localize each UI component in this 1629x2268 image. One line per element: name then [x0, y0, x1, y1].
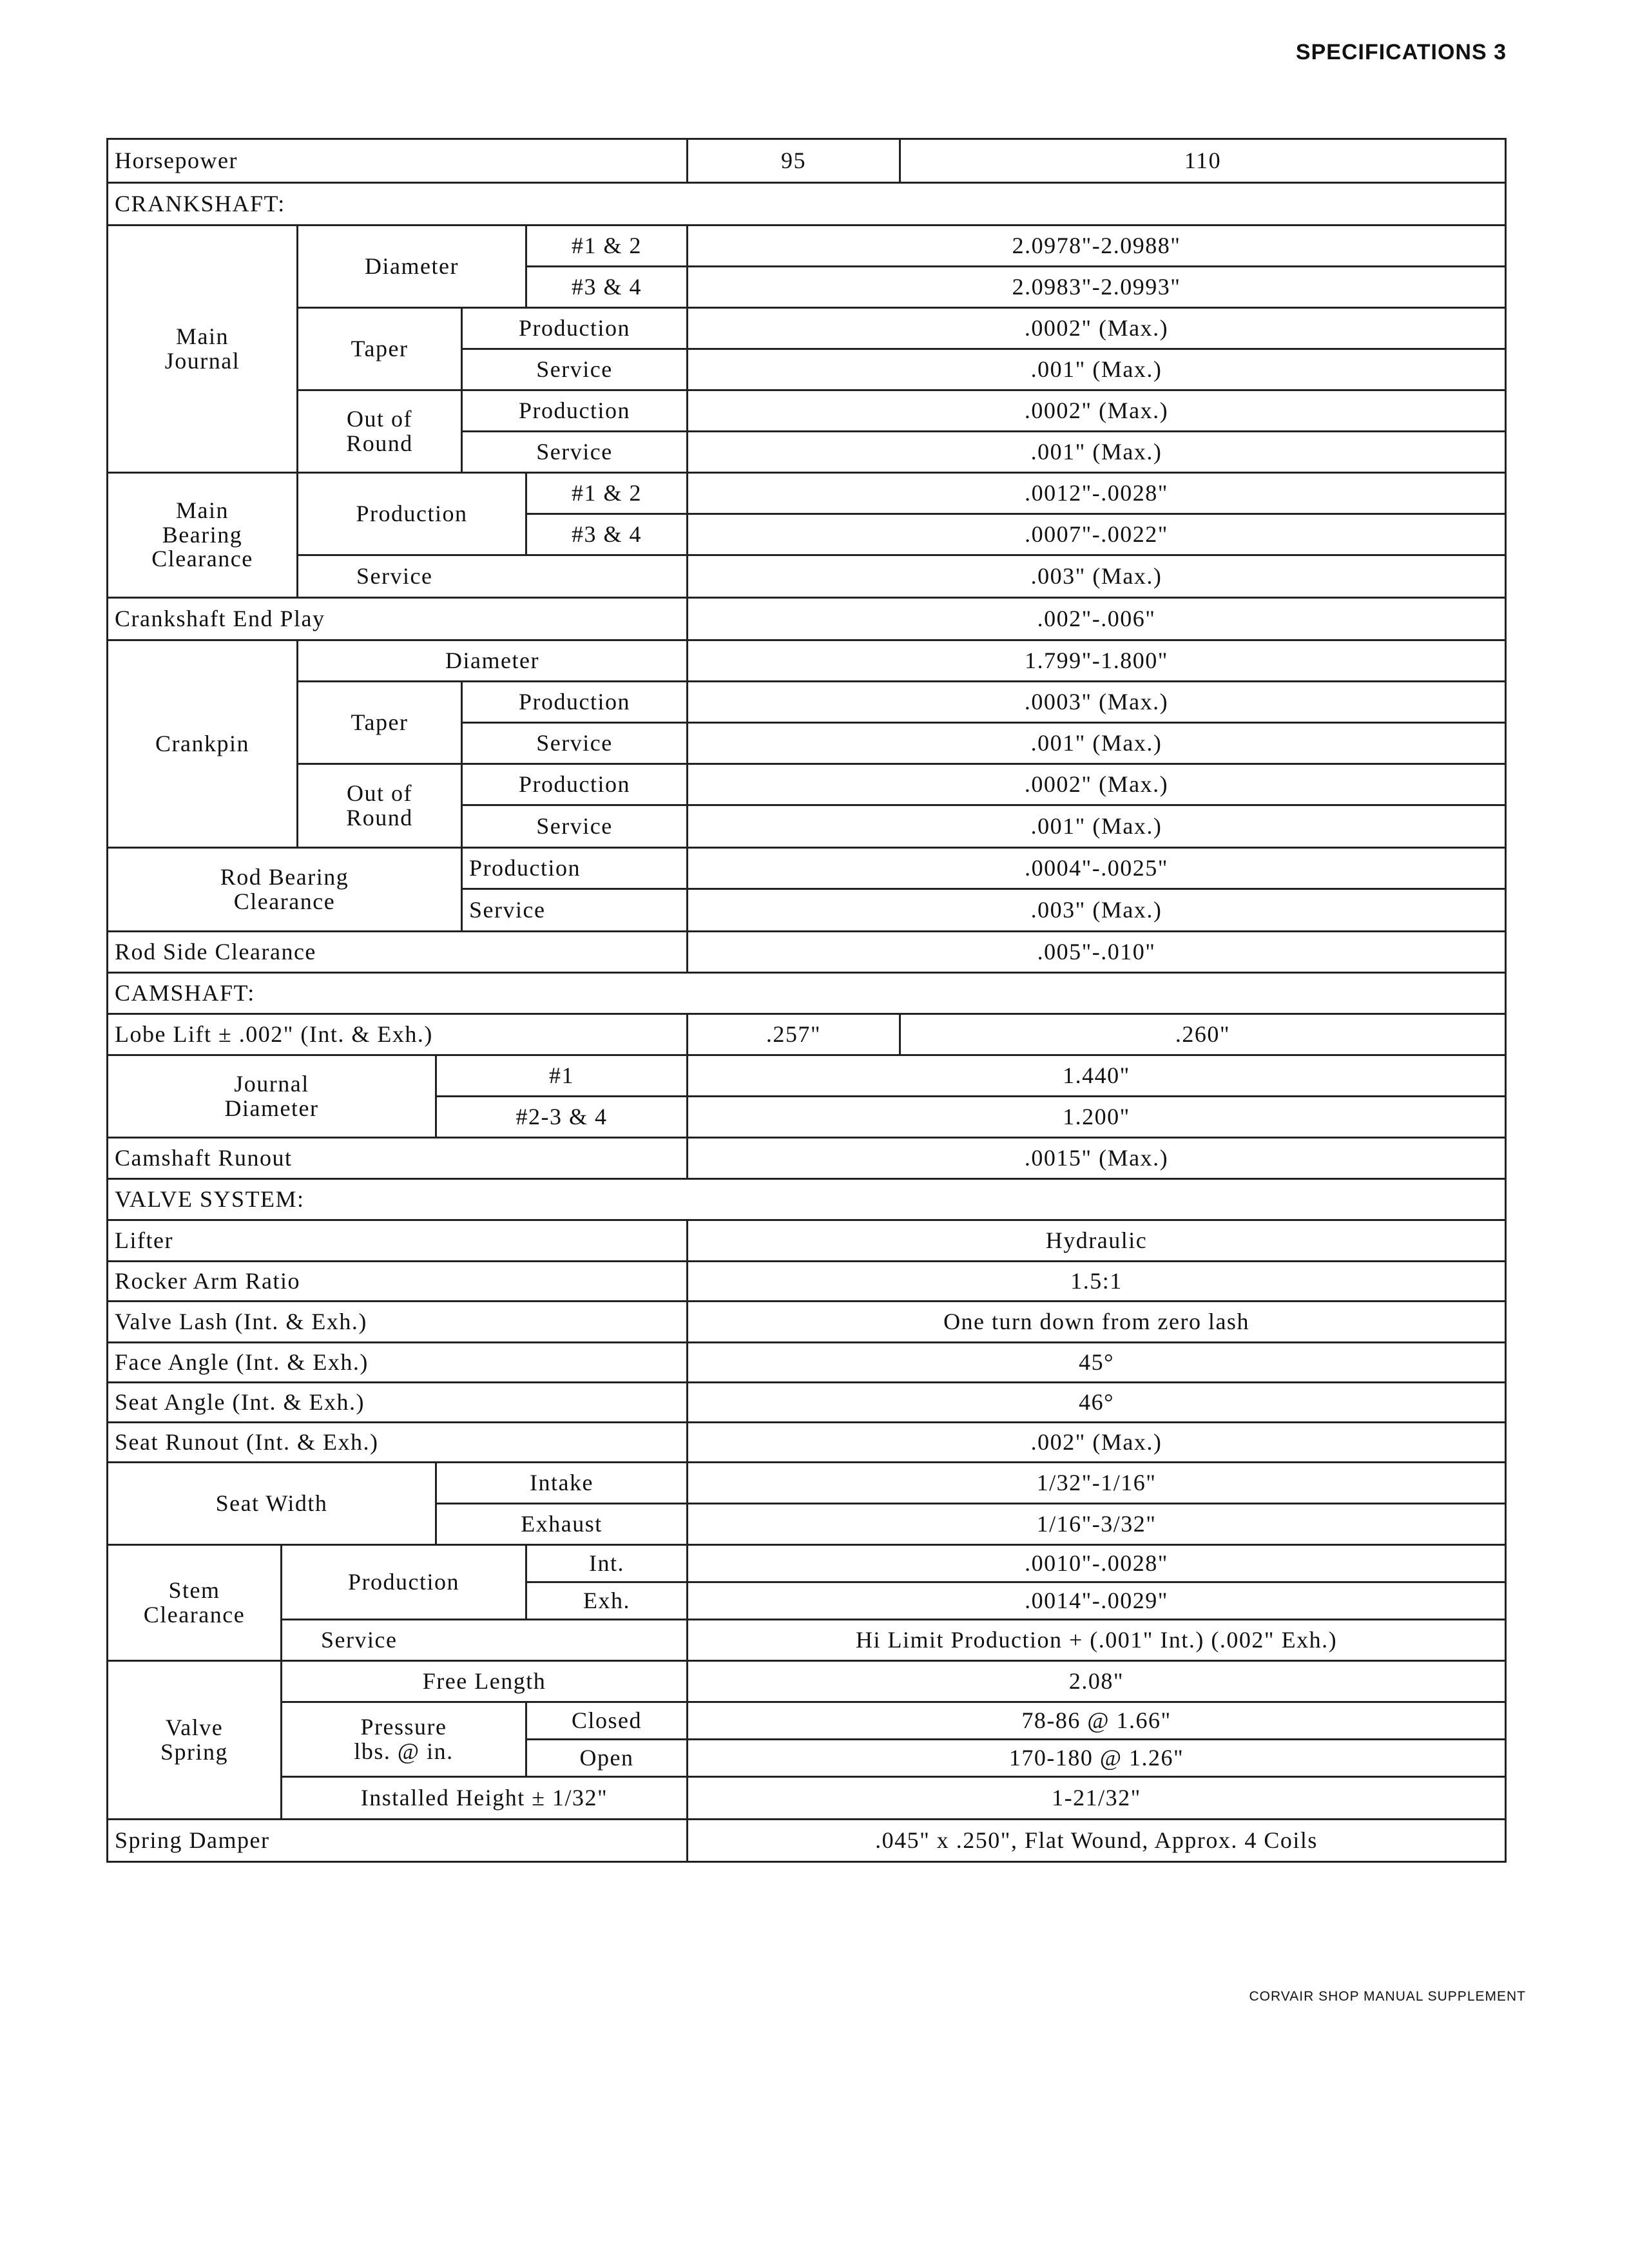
crankpin-oor-value-2: .001" (Max.) — [688, 805, 1506, 848]
spring-damper-value: .045" x .250", Flat Wound, Approx. 4 Coils — [688, 1820, 1506, 1862]
seat-width-sub-1: Intake — [436, 1463, 688, 1504]
crankpin-taper-sub-1: Production — [462, 682, 688, 723]
main-journal-taper-sub-2: Service — [462, 349, 688, 390]
crankpin-oor-value-1: .0002" (Max.) — [688, 764, 1506, 805]
rod-side-clearance-label: Rod Side Clearance — [108, 932, 688, 973]
table-row — [108, 1463, 1506, 1504]
installed-height-value: 1-21/32" — [688, 1777, 1506, 1820]
table-row — [108, 555, 1506, 598]
installed-height-label: Installed Height ± 1/32" — [282, 1777, 688, 1820]
journal-diameter-value-2: 1.200" — [688, 1097, 1506, 1138]
main-journal-diameter-sub-1: #1 & 2 — [526, 226, 688, 267]
page-footer: CORVAIR SHOP MANUAL SUPPLEMENT — [1249, 1989, 1526, 2004]
table-row — [108, 1220, 1506, 1262]
rod-bearing-clearance-label: Rod Bearing Clearance — [108, 848, 462, 932]
crankpin-taper-sub-2: Service — [462, 723, 688, 764]
end-play-value: .002"-.006" — [688, 598, 1506, 640]
table-row — [108, 1620, 1506, 1661]
main-journal-taper-value-2: .001" (Max.) — [688, 349, 1506, 390]
lifter-value: Hydraulic — [688, 1220, 1506, 1262]
free-length-value: 2.08" — [688, 1661, 1506, 1702]
main-bearing-sub-1: #1 & 2 — [526, 473, 688, 514]
horsepower-110: 110 — [900, 139, 1506, 183]
pressure-value-1: 78-86 @ 1.66" — [688, 1702, 1506, 1740]
main-journal-out-of-round-label: Out of Round — [298, 390, 462, 473]
stem-value-1: .0010"-.0028" — [688, 1545, 1506, 1582]
valve-system-heading: VALVE SYSTEM: — [108, 1179, 1506, 1220]
page-header: SPECIFICATIONS 3 — [1295, 40, 1507, 64]
table-row — [108, 1423, 1506, 1463]
horsepower-95: 95 — [688, 139, 900, 183]
journal-diameter-sub-1: #1 — [436, 1055, 688, 1097]
pressure-sub-2: Open — [526, 1740, 688, 1777]
valve-spring-label: Valve Spring — [108, 1661, 282, 1820]
main-journal-oor-sub-1: Production — [462, 390, 688, 432]
main-bearing-service-label: Service — [298, 555, 688, 598]
main-bearing-service-value: .003" (Max.) — [688, 555, 1506, 598]
face-angle-value: 45° — [688, 1343, 1506, 1383]
rocker-arm-ratio-label: Rocker Arm Ratio — [108, 1262, 688, 1302]
table-row — [108, 1820, 1506, 1862]
horsepower-row — [108, 139, 1506, 183]
seat-angle-label: Seat Angle (Int. & Exh.) — [108, 1383, 688, 1423]
table-row — [108, 1055, 1506, 1097]
table-row — [108, 1702, 1506, 1740]
lobe-lift-95: .257" — [688, 1014, 900, 1055]
main-bearing-production-label: Production — [298, 473, 526, 555]
crankpin-label: Crankpin — [108, 640, 298, 848]
table-row — [108, 598, 1506, 640]
main-bearing-value-1: .0012"-.0028" — [688, 473, 1506, 514]
free-length-label: Free Length — [282, 1661, 688, 1702]
valve-lash-value: One turn down from zero lash — [688, 1302, 1506, 1343]
main-journal-diameter-value-2: 2.0983"-2.0993" — [688, 267, 1506, 308]
main-bearing-clearance-label: Main Bearing Clearance — [108, 473, 298, 598]
seat-angle-value: 46° — [688, 1383, 1506, 1423]
spring-damper-label: Spring Damper — [108, 1820, 688, 1862]
main-bearing-sub-2: #3 & 4 — [526, 514, 688, 555]
journal-diameter-sub-2: #2-3 & 4 — [436, 1097, 688, 1138]
section-heading-valve-system — [108, 1179, 1506, 1220]
lobe-lift-110: .260" — [900, 1014, 1506, 1055]
journal-diameter-value-1: 1.440" — [688, 1055, 1506, 1097]
table-row — [108, 308, 1506, 349]
stem-service-label: Service — [282, 1620, 688, 1661]
main-journal-oor-sub-2: Service — [462, 432, 688, 473]
crankpin-diameter-label: Diameter — [298, 640, 688, 682]
crankpin-oor-sub-1: Production — [462, 764, 688, 805]
table-row — [108, 1138, 1506, 1179]
stem-clearance-label: Stem Clearance — [108, 1545, 282, 1661]
lobe-lift-label: Lobe Lift ± .002" (Int. & Exh.) — [108, 1014, 688, 1055]
rod-bearing-value-1: .0004"-.0025" — [688, 848, 1506, 889]
journal-diameter-label: Journal Diameter — [108, 1055, 436, 1138]
main-journal-taper-label: Taper — [298, 308, 462, 390]
seat-width-sub-2: Exhaust — [436, 1504, 688, 1545]
main-journal-oor-value-2: .001" (Max.) — [688, 432, 1506, 473]
main-bearing-value-2: .0007"-.0022" — [688, 514, 1506, 555]
lifter-label: Lifter — [108, 1220, 688, 1262]
table-row — [108, 1302, 1506, 1343]
table-row — [108, 1262, 1506, 1302]
horsepower-label: Horsepower — [108, 139, 688, 183]
table-row — [108, 848, 1506, 889]
seat-width-value-2: 1/16"-3/32" — [688, 1504, 1506, 1545]
table-row — [108, 390, 1506, 432]
crankshaft-heading: CRANKSHAFT: — [108, 183, 1506, 226]
table-row — [108, 1014, 1506, 1055]
crankpin-taper-value-1: .0003" (Max.) — [688, 682, 1506, 723]
section-heading-crankshaft — [108, 183, 1506, 226]
table-row — [108, 473, 1506, 514]
rod-bearing-sub-1: Production — [462, 848, 688, 889]
crankpin-diameter-value: 1.799"-1.800" — [688, 640, 1506, 682]
crankpin-taper-label: Taper — [298, 682, 462, 764]
seat-runout-value: .002" (Max.) — [688, 1423, 1506, 1463]
main-journal-taper-value-1: .0002" (Max.) — [688, 308, 1506, 349]
main-journal-taper-sub-1: Production — [462, 308, 688, 349]
stem-sub-2: Exh. — [526, 1582, 688, 1620]
stem-value-2: .0014"-.0029" — [688, 1582, 1506, 1620]
seat-runout-label: Seat Runout (Int. & Exh.) — [108, 1423, 688, 1463]
camshaft-runout-value: .0015" (Max.) — [688, 1138, 1506, 1179]
seat-width-value-1: 1/32"-1/16" — [688, 1463, 1506, 1504]
main-journal-diameter-label: Diameter — [298, 226, 526, 308]
main-journal-oor-value-1: .0002" (Max.) — [688, 390, 1506, 432]
section-heading-camshaft — [108, 973, 1506, 1014]
end-play-label: Crankshaft End Play — [108, 598, 688, 640]
table-row — [108, 1383, 1506, 1423]
main-journal-diameter-value-1: 2.0978"-2.0988" — [688, 226, 1506, 267]
crankpin-out-of-round-label: Out of Round — [298, 764, 462, 848]
stem-sub-1: Int. — [526, 1545, 688, 1582]
rod-bearing-value-2: .003" (Max.) — [688, 889, 1506, 932]
valve-lash-label: Valve Lash (Int. & Exh.) — [108, 1302, 688, 1343]
table-row — [108, 1545, 1506, 1582]
table-row — [108, 764, 1506, 805]
stem-service-value: Hi Limit Production + (.001" Int.) (.002" Exh.) — [688, 1620, 1506, 1661]
camshaft-runout-label: Camshaft Runout — [108, 1138, 688, 1179]
pressure-sub-1: Closed — [526, 1702, 688, 1740]
rod-bearing-sub-2: Service — [462, 889, 688, 932]
table-row — [108, 1777, 1506, 1820]
stem-production-label: Production — [282, 1545, 526, 1620]
rod-side-clearance-value: .005"-.010" — [688, 932, 1506, 973]
table-row — [108, 682, 1506, 723]
seat-width-label: Seat Width — [108, 1463, 436, 1545]
camshaft-heading: CAMSHAFT: — [108, 973, 1506, 1014]
crankpin-oor-sub-2: Service — [462, 805, 688, 848]
table-row — [108, 1661, 1506, 1702]
table-row — [108, 226, 1506, 267]
main-journal-diameter-sub-2: #3 & 4 — [526, 267, 688, 308]
table-row — [108, 932, 1506, 973]
crankpin-taper-value-2: .001" (Max.) — [688, 723, 1506, 764]
pressure-label: Pressure lbs. @ in. — [282, 1702, 526, 1777]
table-row — [108, 1343, 1506, 1383]
rocker-arm-ratio-value: 1.5:1 — [688, 1262, 1506, 1302]
specifications-table — [106, 138, 1507, 1863]
table-row — [108, 640, 1506, 682]
main-journal-label: Main Journal — [108, 226, 298, 473]
pressure-value-2: 170-180 @ 1.26" — [688, 1740, 1506, 1777]
face-angle-label: Face Angle (Int. & Exh.) — [108, 1343, 688, 1383]
